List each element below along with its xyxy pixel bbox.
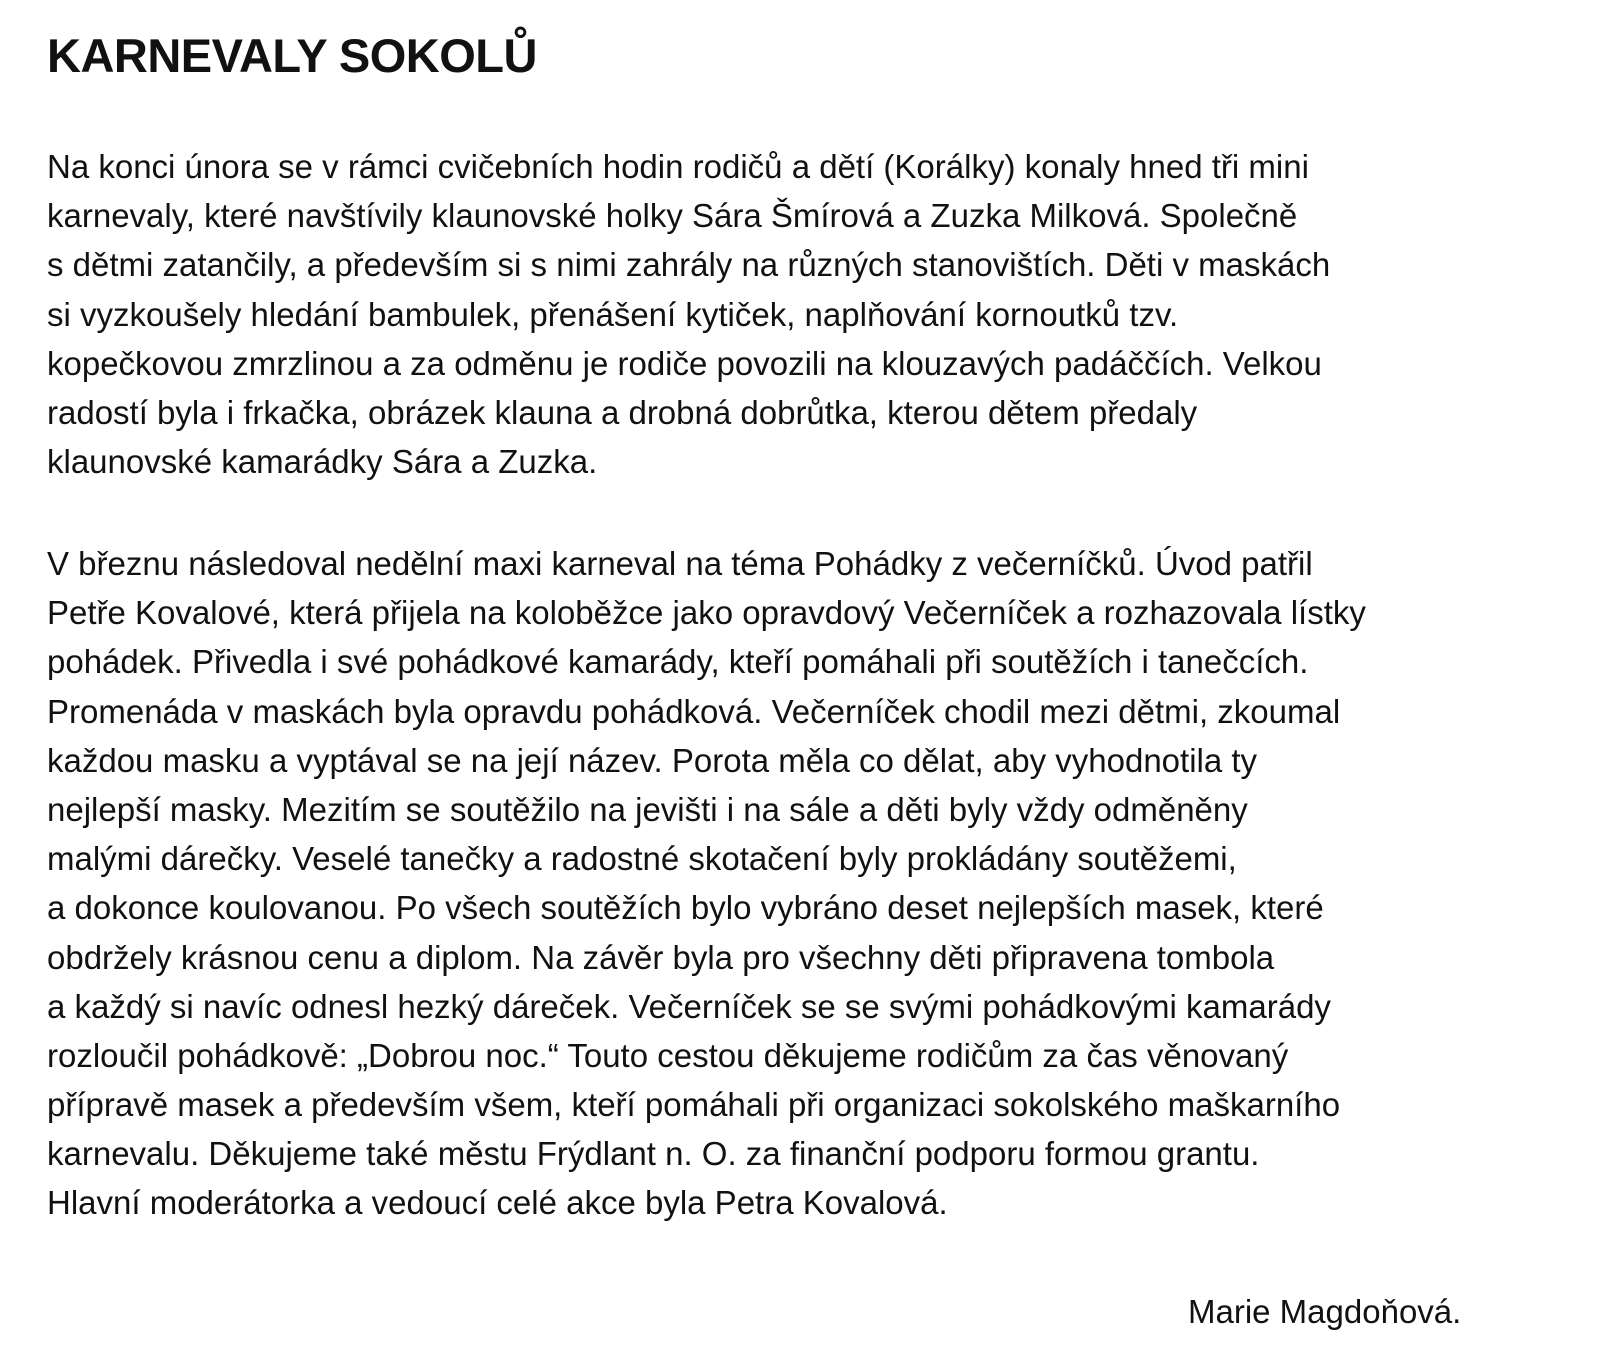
paragraph-line: karnevalu. Děkujeme také městu Frýdlant n. O. za finanční podporu formou grantu.	[47, 1135, 1260, 1173]
paragraph-line: Hlavní moderátorka a vedoucí celé akce byla Petra Kovalová.	[47, 1184, 948, 1222]
paragraph-line: klaunovské kamarádky Sára a Zuzka.	[47, 443, 598, 481]
paragraph-line: přípravě masek a především všem, kteří pomáhali při organizaci sokolského maškarního	[47, 1086, 1341, 1124]
paragraph-line: s dětmi zatančily, a především si s nimi zahrály na různých stanovištích. Děti v maskách	[47, 246, 1331, 284]
paragraph-line: V březnu následoval nedělní maxi karneval na téma Pohádky z večerníčků. Úvod patřil	[47, 545, 1313, 582]
paragraph-line: pohádek. Přivedla i své pohádkové kamarády, kteří pomáhali při soutěžích i tanečcích.	[47, 643, 1309, 681]
author-signature: Marie Magdoňová.	[1188, 1293, 1462, 1330]
paragraph-line: každou masku a vyptával se na její název. Porota měla co dělat, aby vyhodnotila ty	[47, 741, 1258, 779]
article-title: KARNEVALY SOKOLŮ	[47, 29, 537, 82]
paragraph-line: kopečkovou zmrzlinou a za odměnu je rodiče povozili na klouzavých padáččích. Velkou	[47, 344, 1322, 382]
paragraph-line: karnevaly, které navštívily klaunovské holky Sára Šmírová a Zuzka Milková. Společně	[47, 197, 1298, 235]
paragraph-line: nejlepší masky. Mezitím se soutěžilo na jevišti i na sále a děti byly vždy odměněny	[47, 790, 1248, 828]
paragraph-line: Petře Kovalové, která přijela na koloběžce jako opravdový Večerníček a rozhazovala lístky	[47, 594, 1366, 632]
paragraph-line: si vyzkoušely hledání bambulek, přenášení kytiček, naplňování kornoutků tzv.	[47, 295, 1179, 333]
paragraph-line: radostí byla i frkačka, obrázek klauna a drobná dobrůtka, kterou dětem předaly	[47, 393, 1198, 431]
paragraph-line: Na konci února se v rámci cvičebních hodin rodičů a dětí (Korálky) konaly hned tři mini	[47, 148, 1309, 185]
paragraph-line: malými dárečky. Veselé tanečky a radostné skotačení byly prokládány soutěžemi,	[47, 840, 1237, 878]
paragraph-mini-carnivals	[47, 142, 1330, 486]
paragraph-line: obdržely krásnou cenu a diplom. Na závěr byla pro všechny děti připravena tombola	[47, 938, 1275, 976]
paragraph-line: a dokonce koulovanou. Po všech soutěžích bylo vybráno deset nejlepších masek, které	[47, 889, 1324, 927]
paragraph-line: a každý si navíc odnesl hezký dáreček. Večerníček se se svými pohádkovými kamarády	[47, 987, 1331, 1025]
paragraph-maxi-carnival	[47, 539, 1366, 1228]
paragraph-line: Promenáda v maskách byla opravdu pohádková. Večerníček chodil mezi dětmi, zkoumal	[47, 692, 1341, 730]
paragraph-line: rozloučil pohádkově: „Dobrou noc.“ Touto cestou děkujeme rodičům za čas věnovaný	[47, 1036, 1289, 1074]
